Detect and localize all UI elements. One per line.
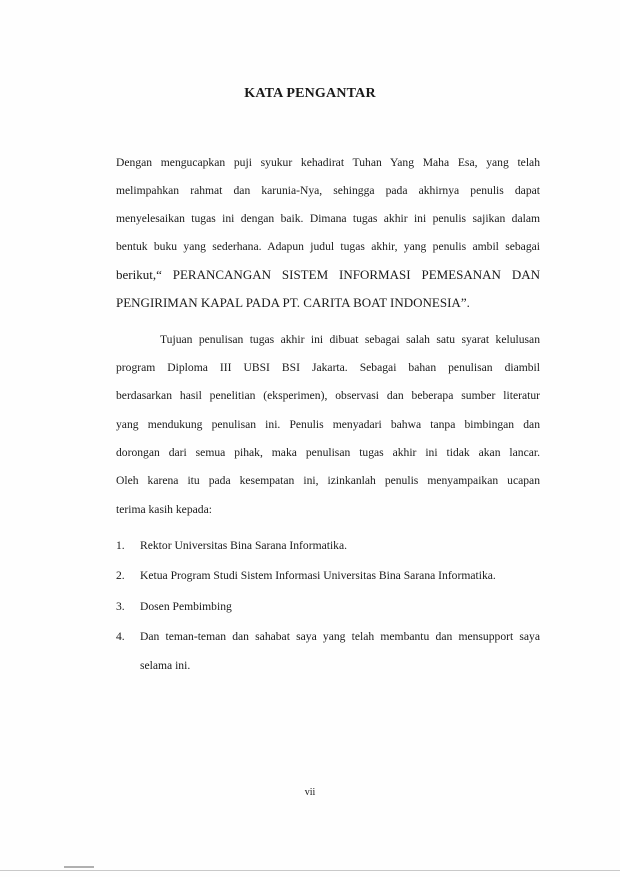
paragraph-line: melimpahkan rahmat dan karunia-Nya, sehingga pada akhirnya penulis dapat — [116, 184, 540, 197]
list-text: Rektor Universitas Bina Sarana Informatika. — [140, 539, 348, 552]
paragraph-line: Tujuan penulisan tugas akhir ini dibuat sebagai salah satu syarat kelulusan — [160, 333, 540, 346]
paragraph-line: dorongan dari semua pihak, maka penulisan tugas akhir ini tidak akan lancar. — [116, 446, 540, 459]
paragraph-line: menyelesaikan tugas ini dengan baik. Dimana tugas akhir ini penulis sajikan dalam — [116, 212, 540, 225]
list-text: Dan teman-teman dan sahabat saya yang telah membantu dan mensupport saya — [140, 630, 540, 643]
scan-edge-divider — [0, 870, 620, 871]
list-number: 3. — [116, 600, 125, 613]
paragraph-line: yang mendukung penulisan ini. Penulis menyadari bahwa tanpa bimbingan dan — [116, 418, 540, 431]
paragraph-line: berdasarkan hasil penelitian (eksperimen), observasi dan beberapa sumber literatur — [116, 389, 540, 402]
page-title: KATA PENGANTAR — [244, 86, 376, 101]
scan-artifact — [64, 866, 94, 868]
page-number: vii — [304, 787, 316, 798]
paragraph-line: Dengan mengucapkan puji syukur kehadirat Tuhan Yang Maha Esa, yang telah — [116, 156, 540, 169]
paragraph-line: program Diploma III UBSI BSI Jakarta. Sebagai bahan penulisan diambil — [116, 361, 540, 374]
paragraph-line: bentuk buku yang sederhana. Adapun judul tugas akhir, yang penulis ambil sebagai — [116, 240, 540, 253]
paragraph-line: terima kasih kepada: — [116, 503, 212, 516]
list-number: 2. — [116, 569, 125, 582]
paragraph-line: Oleh karena itu pada kesempatan ini, izinkanlah penulis menyampaikan ucapan — [116, 474, 540, 487]
list-text: Ketua Program Studi Sistem Informasi Universitas Bina Sarana Informatika. — [140, 569, 496, 582]
paragraph-line: berikut,“ PERANCANGAN SISTEM INFORMASI PEMESANAN DAN — [116, 267, 540, 282]
list-text: selama ini. — [140, 659, 191, 672]
list-number: 4. — [116, 630, 125, 643]
list-number: 1. — [116, 539, 125, 552]
list-text: Dosen Pembimbing — [140, 600, 232, 613]
paragraph-line: PENGIRIMAN KAPAL PADA PT. CARITA BOAT INDONESIA”. — [116, 295, 470, 310]
